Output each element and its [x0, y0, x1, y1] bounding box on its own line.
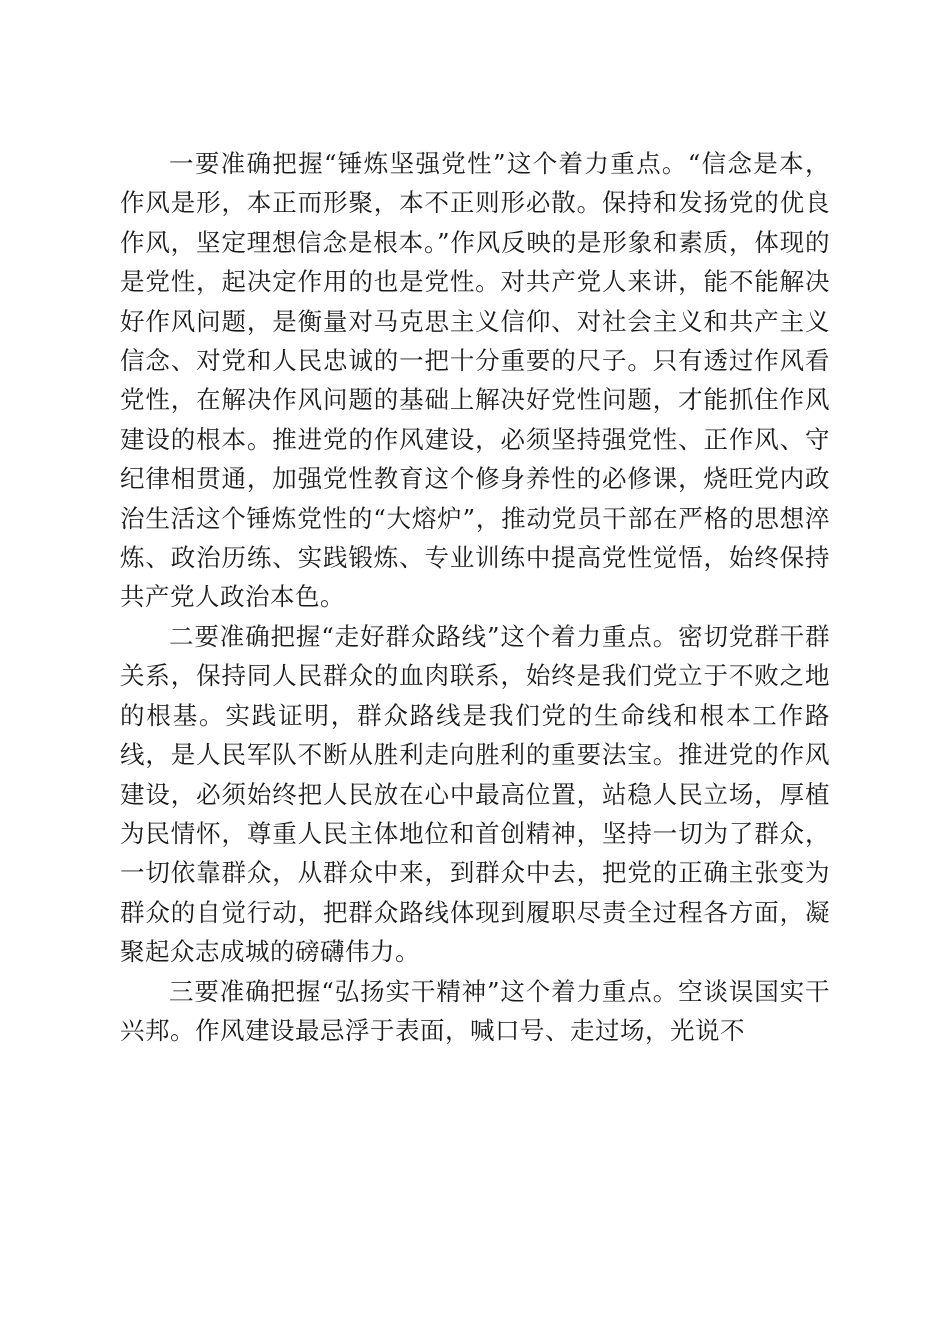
paragraph-2: 二要准确把握“走好群众路线”这个着力重点。密切党群干群关系，保持同人民群众的血肉联系，始终是我们党立于不败之地的根基。实践证明，群众路线是我们党的生命线和根本工作路线，是人民军队不断从胜利走向胜利的重要法宝。推进党的作风建设，必须始终把人民放在心中最高位置，站稳人民立场，厚植为民情怀，尊重人民主体地位和首创精神，坚持一切为了群众，一切依靠群众，从群众中来，到群众中去，把党的正确主张变为群众的自觉行动，把群众路线体现到履职尽责全过程各方面，凝聚起众志成城的磅礴伟力。: [120, 621, 830, 967]
document-body: [120, 144, 830, 1050]
paragraph-1: 一要准确把握“锤炼坚强党性”这个着力重点。“信念是本，作风是形，本正而形聚，本不正则形必散。保持和发扬党的优良作风，坚定理想信念是根本。”作风反映的是形象和素质，体现的是党性，起决定作用的也是党性。对共产党人来讲，能不能解决好作风问题，是衡量对马克思主义信仰、对社会主义和共产主义信念、对党和人民忠诚的一把十分重要的尺子。只有透过作风看党性，在解决作风问题的基础上解决好党性问题，才能抓住作风建设的根本。推进党的作风建设，必须坚持强党性、正作风、守纪律相贯通，加强党性教育这个修身养性的必修课，烧旺党内政治生活这个锤炼党性的“大熔炉”，推动党员干部在严格的思想淬炼、政治历练、实践锻炼、专业训练中提高党性觉悟，始终保持共产党人政治本色。: [120, 149, 830, 612]
paragraph-3: 三要准确把握“弘扬实干精神”这个着力重点。空谈误国实干兴邦。作风建设最忌浮于表面，喊口号、走过场，光说不: [120, 976, 830, 1045]
